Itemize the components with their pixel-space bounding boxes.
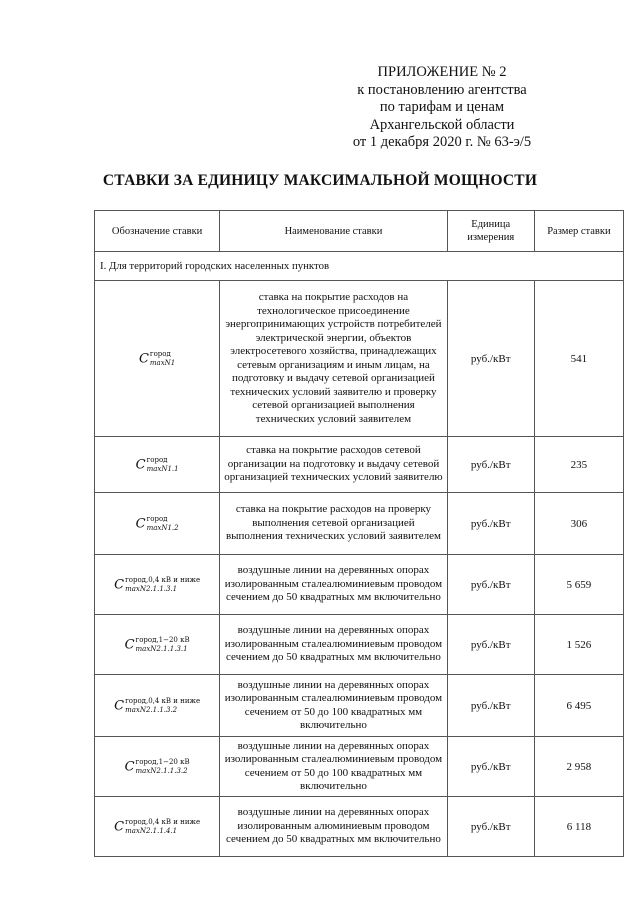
rate-name: ставка на покрытие расходов на технологическое присоединение энергопринимающих устройств потребителей электрической энергии, объектов электросетевого хозяйства, принадлежащих сетевым организациям и иным лицам, на подготовку и выдачу сетевой организацией технических условий заявителю и проверку сетевой организацией выполнения технических условий заявителем [220, 281, 447, 437]
formula-base: C [135, 516, 146, 531]
rate-symbol [95, 493, 220, 555]
rate-unit: руб./кВт [447, 615, 534, 675]
formula-base: C [124, 637, 135, 652]
header-value: Размер ставки [534, 211, 623, 252]
page-title: СТАВКИ ЗА ЕДИНИЦУ МАКСИМАЛЬНОЙ МОЩНОСТИ [102, 172, 538, 189]
rate-symbol [95, 615, 220, 675]
rate-value: 306 [534, 493, 623, 555]
table-row [95, 281, 624, 437]
appendix-ref-line: к постановлению агентства [357, 81, 527, 98]
formula-subscript: maxN1 [149, 358, 176, 367]
formula-base: C [138, 351, 149, 366]
formula-superscript: город,0,4 кВ и ниже [125, 817, 201, 826]
formula-subscript: maxN1.2 [146, 523, 179, 532]
rate-formula [114, 576, 200, 594]
header-unit: Единица измерения [447, 211, 534, 252]
formula-subscript: maxN2.1.1.3.2 [135, 766, 188, 775]
rate-formula [139, 350, 175, 368]
rate-formula [125, 636, 190, 654]
rate-unit: руб./кВт [447, 797, 534, 857]
formula-base: C [114, 577, 125, 592]
rate-formula [125, 758, 190, 776]
rate-value: 2 958 [534, 737, 623, 797]
formula-base: C [114, 819, 125, 834]
formula-base: C [135, 457, 146, 472]
table-row [95, 493, 624, 555]
appendix-ref-line: Архангельской области [369, 116, 515, 133]
rate-name: ставка на покрытие расходов на проверку выполнения сетевой организацией выполнения технических условий заявителем [220, 493, 447, 555]
rate-unit: руб./кВт [447, 555, 534, 615]
formula-base: C [124, 759, 135, 774]
rate-name: воздушные линии на деревянных опорах изолированным алюминиевым проводом сечением до 50 квадратных мм включительно [220, 797, 447, 857]
rate-symbol [95, 797, 220, 857]
table-row [95, 437, 624, 493]
rates-table [94, 210, 624, 857]
rate-symbol [95, 675, 220, 737]
formula-subscript: maxN2.1.1.3.1 [135, 644, 188, 653]
table-row [95, 615, 624, 675]
section-title: I. Для территорий городских населенных пунктов [95, 252, 624, 281]
table-row [95, 675, 624, 737]
formula-superscript: город [146, 514, 168, 523]
appendix-ref-line: по тарифам и ценам [379, 99, 505, 115]
formula-superscript: город,0,4 кВ и ниже [125, 696, 201, 705]
rate-name: воздушные линии на деревянных опорах изолированным сталеалюминиевым проводом сечением от 50 до 100 квадратных мм включительно [220, 675, 447, 737]
formula-superscript: город [146, 455, 168, 464]
section-row [95, 252, 624, 281]
formula-base: C [114, 698, 125, 713]
rate-symbol [95, 555, 220, 615]
rate-value: 6 495 [534, 675, 623, 737]
header-symbol: Обозначение ставки [95, 211, 220, 252]
rate-name: воздушные линии на деревянных опорах изолированным сталеалюминиевым проводом сечением до 50 квадратных мм включительно [220, 555, 447, 615]
appendix-number: ПРИЛОЖЕНИЕ № 2 [377, 64, 507, 80]
rate-value: 541 [534, 281, 623, 437]
appendix-date-line: от 1 декабря 2020 г. № 63-э/5 [352, 134, 532, 150]
formula-subscript: maxN2.1.1.3.1 [125, 584, 178, 593]
rate-value: 1 526 [534, 615, 623, 675]
rate-symbol [95, 437, 220, 493]
table-row [95, 555, 624, 615]
rate-symbol [95, 737, 220, 797]
rate-unit: руб./кВт [447, 675, 534, 737]
formula-superscript: город [149, 349, 171, 358]
rate-formula [136, 515, 179, 533]
table-row [95, 737, 624, 797]
rate-unit: руб./кВт [447, 737, 534, 797]
table-header-row [95, 211, 624, 252]
rate-name: воздушные линии на деревянных опорах изолированным сталеалюминиевым проводом сечением до 50 квадратных мм включительно [220, 615, 447, 675]
formula-superscript: город,1−20 кВ [135, 635, 190, 644]
appendix-header [322, 64, 562, 152]
table-row [95, 797, 624, 857]
rate-name: воздушные линии на деревянных опорах изолированным сталеалюминиевым проводом сечением от 50 до 100 квадратных мм включительно [220, 737, 447, 797]
rate-value: 5 659 [534, 555, 623, 615]
rate-unit: руб./кВт [447, 281, 534, 437]
rate-formula [136, 456, 179, 474]
formula-subscript: maxN2.1.1.4.1 [125, 826, 178, 835]
formula-superscript: город,0,4 кВ и ниже [125, 575, 201, 584]
rate-symbol [95, 281, 220, 437]
header-name: Наименование ставки [220, 211, 447, 252]
rate-formula [114, 697, 200, 715]
rate-name: ставка на покрытие расходов сетевой организации на подготовку и выдачу сетевой организацией технических условий заявителю [220, 437, 447, 493]
rate-unit: руб./кВт [447, 437, 534, 493]
rate-value: 235 [534, 437, 623, 493]
rate-formula [114, 818, 200, 836]
rate-unit: руб./кВт [447, 493, 534, 555]
formula-subscript: maxN2.1.1.3.2 [125, 705, 178, 714]
rate-value: 6 118 [534, 797, 623, 857]
formula-subscript: maxN1.1 [146, 464, 179, 473]
formula-superscript: город,1−20 кВ [135, 757, 190, 766]
